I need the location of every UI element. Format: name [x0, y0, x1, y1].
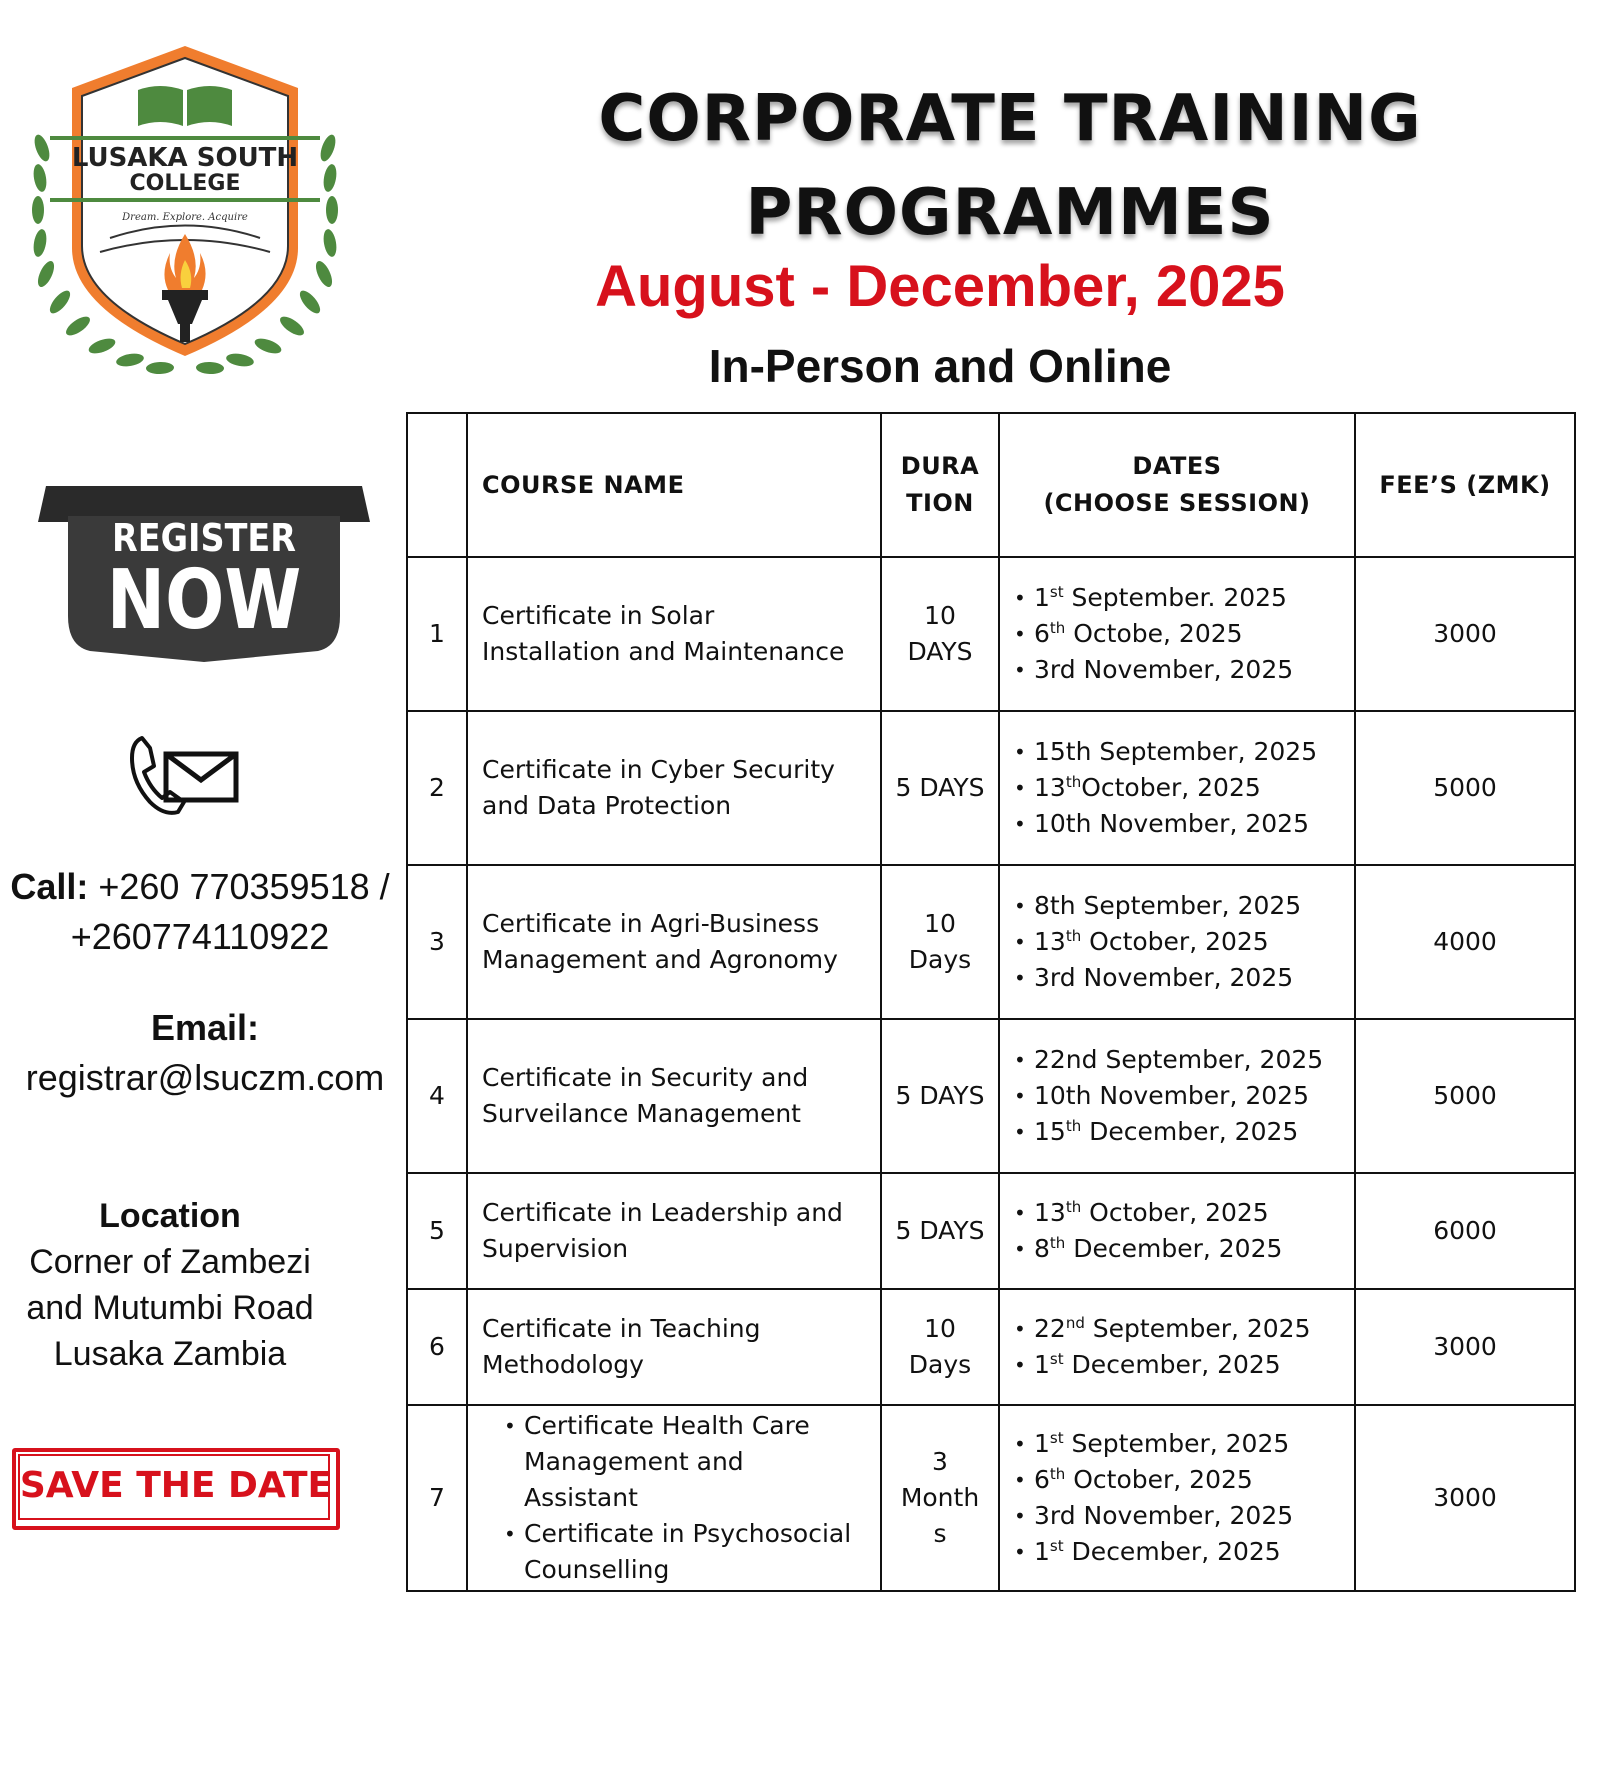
course-name: Certificate in Agri-Business Management and Agronomy [467, 865, 881, 1019]
session-date[interactable]: • 8th December, 2025 [1034, 1231, 1348, 1267]
save-the-date-label: SAVE THE DATE [19, 1465, 333, 1506]
session-date[interactable]: • 6th October, 2025 [1034, 1462, 1348, 1498]
call-block [0, 862, 400, 962]
course-duration: 10 Days [881, 1289, 999, 1405]
course-duration: 5 DAYS [881, 1173, 999, 1289]
course-duration: 5 DAYS [881, 1019, 999, 1173]
college-logo [20, 38, 350, 388]
programmes-table [406, 412, 1576, 1592]
course-name: Certificate in Cyber Security and Data Protection [467, 711, 881, 865]
table-row [407, 1019, 1575, 1173]
course-duration: 5 DAYS [881, 711, 999, 865]
programme-period: August - December, 2025 [595, 254, 1285, 319]
row-number: 6 [407, 1289, 467, 1405]
course-fee: 3000 [1355, 557, 1575, 711]
location-line3: Lusaka Zambia [53, 1335, 287, 1373]
save-the-date-stamp [12, 1448, 336, 1526]
logo-name-line2: COLLEGE [129, 171, 241, 196]
now-label: NOW [106, 553, 302, 648]
session-date[interactable]: • 13th October, 2025 [1034, 1195, 1348, 1231]
table-row [407, 557, 1575, 711]
course-fee: 5000 [1355, 1019, 1575, 1173]
session-dates [999, 1173, 1355, 1289]
course-duration: 10 Days [881, 865, 999, 1019]
row-number: 7 [407, 1405, 467, 1591]
course-name: Certificate in Teaching Methodology [467, 1289, 881, 1405]
session-date[interactable]: • 10th November, 2025 [1034, 806, 1348, 842]
course-name: Certificate in Solar Installation and Maintenance [467, 557, 881, 711]
session-date[interactable]: • 13thOctober, 2025 [1034, 770, 1348, 806]
session-date[interactable]: • 13th October, 2025 [1034, 924, 1348, 960]
session-dates [999, 1019, 1355, 1173]
header-duration-line1: DURA [900, 452, 980, 480]
session-date[interactable]: • 10th November, 2025 [1034, 1078, 1348, 1114]
course-fee: 6000 [1355, 1173, 1575, 1289]
session-dates [999, 1289, 1355, 1405]
session-date[interactable]: • 8th September, 2025 [1034, 888, 1348, 924]
phone-mail-icon [128, 732, 240, 816]
logo-motto: Dream. Explore. Acquire [122, 212, 248, 223]
email-label: Email: [150, 1007, 260, 1048]
session-dates [999, 1405, 1355, 1591]
page-title [500, 72, 1520, 260]
table-row [407, 711, 1575, 865]
row-number: 3 [407, 865, 467, 1019]
session-date[interactable]: • 1st September, 2025 [1034, 1426, 1348, 1462]
register-now-banner[interactable] [38, 486, 370, 662]
call-label: Call: [10, 866, 89, 907]
header-dates-line2: (CHOOSE SESSION) [1043, 489, 1311, 517]
session-date[interactable]: • 1st September. 2025 [1034, 580, 1348, 616]
course-fee: 3000 [1355, 1405, 1575, 1591]
course-duration: 10 DAYS [881, 557, 999, 711]
header-dates [999, 413, 1355, 557]
session-date[interactable]: • 3rd November, 2025 [1034, 960, 1348, 996]
table-row [407, 865, 1575, 1019]
session-date[interactable]: • 6th Octobe, 2025 [1034, 616, 1348, 652]
session-date[interactable]: • 15th September, 2025 [1034, 734, 1348, 770]
session-date[interactable]: • 3rd November, 2025 [1034, 1498, 1348, 1534]
course-item: • Certificate in Psychosocial Counselling [524, 1516, 868, 1588]
course-duration: 3 Month s [881, 1405, 999, 1591]
session-date[interactable]: • 1st December, 2025 [1034, 1534, 1348, 1570]
table-row [407, 1173, 1575, 1289]
course-name [467, 1405, 881, 1591]
header-duration-line2: TION [906, 489, 974, 517]
header-number [407, 413, 467, 557]
location-line1: Corner of Zambezi [29, 1243, 311, 1281]
course-fee: 3000 [1355, 1289, 1575, 1405]
session-dates [999, 557, 1355, 711]
row-number: 5 [407, 1173, 467, 1289]
register-label: REGISTER [112, 516, 296, 560]
table-row [407, 1405, 1575, 1591]
location-line2: and Mutumbi Road [26, 1289, 314, 1327]
email-block [0, 1003, 410, 1103]
header-course-name: COURSE NAME [467, 413, 881, 557]
course-name: Certificate in Leadership and Supervision [467, 1173, 881, 1289]
course-fee: 4000 [1355, 865, 1575, 1019]
session-dates [999, 865, 1355, 1019]
course-name: Certificate in Security and Surveilance Management [467, 1019, 881, 1173]
course-fee: 5000 [1355, 711, 1575, 865]
header-dates-line1: DATES [1132, 452, 1222, 480]
email-address[interactable]: registrar@lsuczm.com [25, 1057, 385, 1098]
row-number: 2 [407, 711, 467, 865]
header-duration [881, 413, 999, 557]
delivery-mode: In-Person and Online [708, 340, 1172, 392]
session-date[interactable]: • 22nd September, 2025 [1034, 1042, 1348, 1078]
phone-number-2[interactable]: +260774110922 [70, 916, 330, 957]
logo-name-line1: LUSAKA SOUTH [71, 143, 299, 173]
row-number: 4 [407, 1019, 467, 1173]
session-date[interactable]: • 1st December, 2025 [1034, 1347, 1348, 1383]
table-header-row [407, 413, 1575, 557]
row-number: 1 [407, 557, 467, 711]
session-dates [999, 711, 1355, 865]
location-label: Location [99, 1197, 241, 1235]
phone-number-1[interactable]: +260 770359518 / [98, 866, 390, 907]
title-line2: PROGRAMMES [745, 176, 1275, 250]
title-line1: CORPORATE TRAINING [598, 82, 1422, 156]
session-date[interactable]: • 22nd September, 2025 [1034, 1311, 1348, 1347]
header-fee: FEE’S (ZMK) [1355, 413, 1575, 557]
session-date[interactable]: • 3rd November, 2025 [1034, 652, 1348, 688]
course-item: • Certificate Health Care Management and Assistant [524, 1408, 868, 1516]
location-block [0, 1193, 340, 1377]
table-row [407, 1289, 1575, 1405]
session-date[interactable]: • 15th December, 2025 [1034, 1114, 1348, 1150]
